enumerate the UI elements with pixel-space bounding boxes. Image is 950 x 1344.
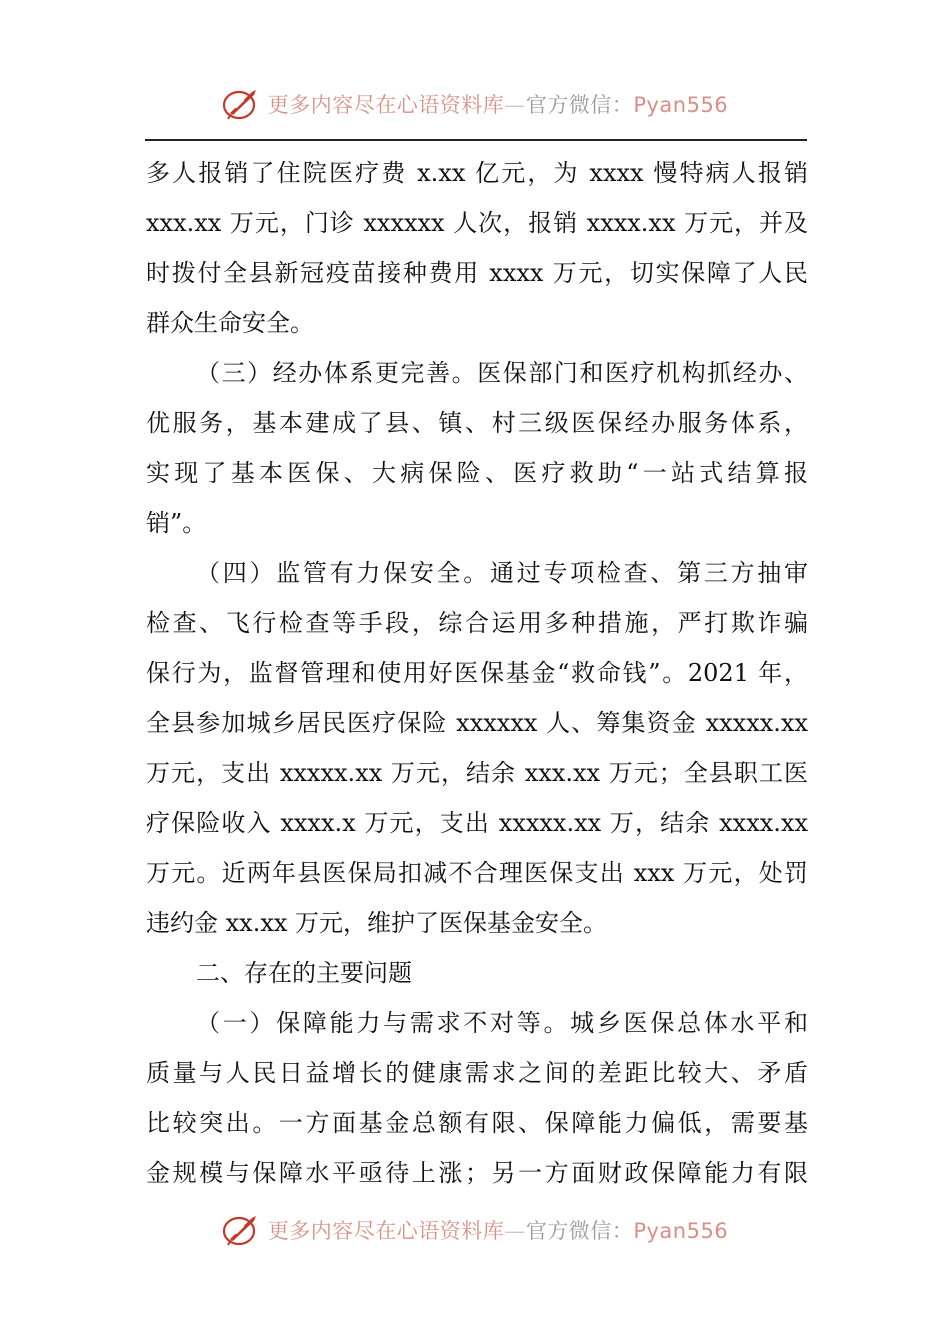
footer-banner-title: 更多内容尽在心语资料库 [267,1219,505,1243]
body-line: （一）保障能力与需求不对等。城乡医保总体水平和 [196,1009,808,1037]
header-wechat-id: Pyan556 [633,93,729,117]
body-line: 保行为，监督管理和使用好医保基金“救命钱”。2021 年， [146,659,808,687]
body-line: 群众生命安全。 [146,309,314,337]
footer-wechat-label: 官方微信： [525,1219,634,1243]
footer-wechat-id: Pyan556 [633,1219,729,1243]
body-line: （四）监管有力保安全。通过专项检查、第三方抽审 [196,559,808,587]
body-line: 万元。近两年县医保局扣减不合理医保支出 xxx 万元，处罚 [146,859,808,887]
header-banner-title: 更多内容尽在心语资料库 [267,93,505,117]
body-line: 违约金 xx.xx 万元，维护了医保基金安全。 [146,909,608,937]
body-line: 实现了基本医保、大病保险、医疗救助“一站式结算报 [146,459,808,487]
body-line: 疗保险收入 xxxx.x 万元，支出 xxxxx.xx 万，结余 xxxx.xx [146,809,808,837]
header-banner-text [268,89,728,119]
body-line: 时拨付全县新冠疫苗接种费用 xxxx 万元，切实保障了人民 [146,259,808,287]
footer-banner [0,1208,950,1252]
document-body [146,148,808,1198]
body-line: 检查、飞行检查等手段，综合运用多种措施，严打欺诈骗 [146,609,808,637]
quill-logo-icon [222,1212,262,1248]
header-wechat-label: 官方微信： [525,93,634,117]
header-banner [0,82,950,126]
body-line: 多人报销了住院医疗费 x.xx 亿元，为 xxxx 慢特病人报销 [146,159,808,187]
quill-logo-icon [222,86,262,122]
body-line: 质量与人民日益增长的健康需求之间的差距比较大、矛盾 [146,1059,808,1087]
header-divider [145,139,807,141]
body-line: 优服务，基本建成了县、镇、村三级医保经办服务体系， [146,409,808,437]
body-line: 比较突出。一方面基金总额有限、保障能力偏低，需要基 [146,1109,808,1137]
header-banner-dash: — [504,93,526,117]
body-line: xxx.xx 万元，门诊 xxxxxx 人次，报销 xxxx.xx 万元，并及 [146,209,808,237]
body-line: 销”。 [146,509,207,537]
footer-banner-text [268,1215,728,1245]
body-line: 金规模与保障水平亟待上涨；另一方面财政保障能力有限 [146,1159,808,1187]
footer-banner-dash: — [504,1219,526,1243]
body-line: （三）经办体系更完善。医保部门和医疗机构抓经办、 [196,359,808,387]
section-heading: 二、存在的主要问题 [196,959,412,987]
body-line: 全县参加城乡居民医疗保险 xxxxxx 人、筹集资金 xxxxx.xx [146,709,808,737]
body-line: 万元，支出 xxxxx.xx 万元，结余 xxx.xx 万元；全县职工医 [146,759,808,787]
